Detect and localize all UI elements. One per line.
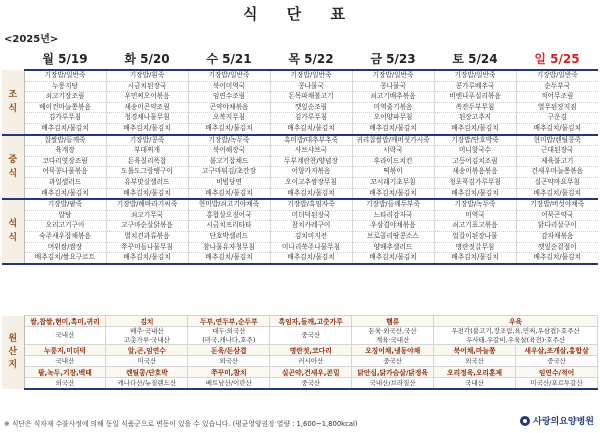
menu-item: 오복지무침 xyxy=(189,113,270,124)
menu-item: 현미밥/렌틸콩죽 xyxy=(517,136,599,147)
origin-header-row xyxy=(2,345,598,356)
menu-item: 참치카레구이 xyxy=(271,221,352,232)
hospital-mark-icon xyxy=(520,416,530,426)
menu-item: 미역국 xyxy=(435,211,516,222)
menu-item: 적어무조림 xyxy=(517,92,599,103)
menu-item: 김가루무침 xyxy=(271,113,352,124)
menu-item: 배추김치/물김치 xyxy=(533,253,581,262)
menu-cell xyxy=(270,135,352,200)
menu-item: 기장밥/일반죽 xyxy=(517,71,599,82)
menu-item: 얼갈이된장나물 xyxy=(435,232,516,243)
meal-label: 중 식 xyxy=(2,135,24,200)
menu-item: 배추김치/물김치 xyxy=(123,188,171,197)
menu-item: 배추김치/물김치 xyxy=(287,123,335,132)
menu-item: 쇠고기무국 xyxy=(107,211,188,222)
menu-item: 닭다리살구이 xyxy=(517,221,599,232)
hospital-logo xyxy=(520,414,594,427)
menu-item: 청포묵김가루무침 xyxy=(435,178,516,189)
menu-item: 콩가루배추국 xyxy=(435,82,516,93)
menu-cell xyxy=(24,70,106,135)
menu-item: 단호박샐러드 xyxy=(189,232,270,243)
menu-item: 북어해장국 xyxy=(189,146,270,157)
menu-item: 기장밥/콩죽 xyxy=(107,136,188,147)
origin-item: 임연수/적어 xyxy=(516,367,598,378)
menu-item: 배추김치/물김치 xyxy=(369,188,417,197)
menu-item: 오이양파무침 xyxy=(353,113,434,124)
origin-label: 원 산 지 xyxy=(2,316,24,390)
origin-country: 외국산 xyxy=(434,356,516,367)
menu-item: 배추김치/물김치 xyxy=(205,123,253,132)
origin-item: 알,곤,임연수 xyxy=(106,345,188,356)
menu-item: 어향가지볶음 xyxy=(271,167,352,178)
menu-item: 시락국 xyxy=(353,146,434,157)
menu-item: 배추김치/물김치 xyxy=(533,188,581,197)
menu-cell xyxy=(270,70,352,135)
origin-country: 중국산 xyxy=(352,356,434,367)
menu-item: 우삼겹야채볶음 xyxy=(353,221,434,232)
menu-item: 비빔당면 xyxy=(189,178,270,189)
menu-item: 김가루무침 xyxy=(25,113,106,124)
origin-item: 김치 xyxy=(106,316,188,327)
menu-item: 배추김치/물김치 xyxy=(205,253,253,262)
origin-item: 쭈꾸미,참치 xyxy=(188,367,270,378)
origin-item: 돈육/돈삼겹 xyxy=(188,345,270,356)
menu-item: 베이컨마늘쫑볶음 xyxy=(25,103,106,114)
menu-item: 깻잎순조림 xyxy=(271,103,352,114)
menu-item: 기장밥/일반죽 xyxy=(271,71,352,82)
origin-country: 미국산/포르투갈산 xyxy=(516,378,598,390)
menu-item: 근대된장국 xyxy=(517,146,599,157)
origin-country: 배추·국내산 고춧가루·국내산 xyxy=(106,327,188,345)
menu-item: 명란젓갈무침 xyxy=(435,243,516,254)
menu-item: 비엔나푸실리볶음 xyxy=(435,92,516,103)
menu-item: 부대찌개 xyxy=(107,146,188,157)
menu-item: 양배추샐러드 xyxy=(353,243,434,254)
meal-label: 조 식 xyxy=(2,70,24,135)
menu-cell xyxy=(516,70,598,135)
origin-item: 렌틸콩/단호박 xyxy=(106,367,188,378)
menu-cell xyxy=(106,135,188,200)
menu-item: 떡볶이 xyxy=(353,167,434,178)
menu-item: 미나리쑥주나물무침 xyxy=(271,243,352,254)
menu-item: 배추김치/물김치 xyxy=(41,123,89,132)
menu-item: 청경채나물무침 xyxy=(107,113,188,124)
menu-item: 어묵콩나물볶음 xyxy=(25,167,106,178)
menu-item: 홍합살오징어국 xyxy=(189,211,270,222)
menu-item: 고등어김치조림 xyxy=(435,157,516,168)
origin-country: 국내산/브라질산 xyxy=(352,378,434,390)
menu-item: 기장밥/녹두죽 xyxy=(189,136,270,147)
menu-item: 기장밥/일반죽 xyxy=(435,71,516,82)
menu-item: 기장밥/들깨두부죽 xyxy=(353,200,434,211)
menu-item: 새송이곤약조림 xyxy=(107,103,188,114)
menu-item: 쇠고기배추볶음 xyxy=(353,92,434,103)
origin-item: 햄류 xyxy=(352,316,434,327)
origin-country: 국내산 xyxy=(24,327,106,345)
day-fri: 금 5/23 xyxy=(352,47,434,70)
menu-cell xyxy=(106,70,188,135)
menu-item: 기장밥/녹두죽 xyxy=(435,200,516,211)
menu-item: 미니핫국수 xyxy=(435,146,516,157)
menu-item: 기장밥/일반죽 xyxy=(189,71,270,82)
menu-cell xyxy=(352,135,434,200)
menu-item: 콩나물국 xyxy=(353,82,434,93)
menu-item: 구운김 xyxy=(517,113,599,124)
menu-item: 돈목파채볼고기 xyxy=(271,92,352,103)
menu-item: 기장밥/흰죽 xyxy=(107,71,188,82)
menu-item: 불고기잡채드 xyxy=(189,157,270,168)
origin-item: 오징어채,냉동야채 xyxy=(352,345,434,356)
menu-item: 깻잎순겉절이 xyxy=(517,243,599,254)
origin-country: 미국산 xyxy=(106,356,188,367)
origin-item: 우육 xyxy=(434,316,598,327)
meal-row xyxy=(2,135,598,200)
menu-item: 찹쌀밥/들깨죽 xyxy=(25,136,106,147)
menu-item: 고구마순살닭볶음 xyxy=(107,221,188,232)
origin-value-row xyxy=(2,356,598,367)
meal-label: 석 식 xyxy=(2,199,24,264)
menu-item: 배추김치/물김치 xyxy=(287,188,335,197)
origin-country: 국내산 xyxy=(24,356,106,367)
menu-table xyxy=(2,47,598,265)
menu-item: 알탕 xyxy=(25,211,106,222)
menu-cell xyxy=(352,70,434,135)
footnote: ※ 식단은 식자재 수불사정에 의해 동일 식품군으로 변동이 있을 수 있습니다. (평균영양권장 열량 : 1,600~1,800kcal) xyxy=(4,420,358,428)
menu-item: 기장밥/팥죽 xyxy=(25,200,106,211)
menu-cell xyxy=(516,135,598,200)
day-header-row xyxy=(2,47,598,70)
origin-country: 중국산 xyxy=(270,378,352,390)
menu-cell xyxy=(352,199,434,264)
menu-item: 오이고추쌈장무침 xyxy=(271,178,352,189)
origin-header-row xyxy=(2,316,598,327)
meal-row xyxy=(2,70,598,135)
menu-item: 쏙잔두부무침 xyxy=(435,103,516,114)
menu-item: 열무된장지짐 xyxy=(517,103,599,114)
menu-item: 육개장 xyxy=(25,146,106,157)
menu-item: 느타리감자국 xyxy=(353,211,434,222)
menu-item: 배추김치/물김치 xyxy=(287,253,335,262)
menu-item: 배추김치/물김치 xyxy=(533,123,581,132)
menu-item: 시금치된장국 xyxy=(107,82,188,93)
origin-country: 캐나다산/뉴질랜드산 xyxy=(106,378,188,390)
menu-item: 누룽지탕 xyxy=(25,82,106,93)
menu-item: 북어미역국 xyxy=(189,82,270,93)
menu-item: 배추김치/물김치 xyxy=(41,188,89,197)
origin-country: 외국산 xyxy=(188,356,270,367)
menu-item: 어묵곤약국 xyxy=(517,211,599,222)
menu-item: 배추김치/물김치 xyxy=(451,188,499,197)
menu-item: 기장밥/버섯야채죽 xyxy=(517,200,599,211)
menu-item: 기장밥/해바라기씨죽 xyxy=(107,200,188,211)
menu-item: 머위쌈/쌈장 xyxy=(25,243,106,254)
origin-item: 북어채,마늘쫑 xyxy=(434,345,516,356)
menu-item: 감자채볶음 xyxy=(517,232,599,243)
day-wed: 수 5/21 xyxy=(188,47,270,70)
menu-item: 오리고기구이 xyxy=(25,221,106,232)
menu-item: 귀리찹쌀밥/깨버섯가시죽 xyxy=(353,136,434,147)
origin-item: 팥,녹두,기장,백태 xyxy=(24,367,106,378)
origin-item: 흑임자,들깨,고춧가루 xyxy=(270,316,352,327)
origin-country: 중국산 xyxy=(516,356,598,367)
menu-item: 기장밥/일반죽 xyxy=(25,71,106,82)
menu-item: 우민찌오이볶음 xyxy=(107,92,188,103)
menu-item: 기장밥/흑임자죽 xyxy=(271,200,352,211)
page-title: 식 단 표 xyxy=(243,5,357,23)
meal-row xyxy=(2,199,598,264)
origin-item: 명란젓,코다리 xyxy=(270,345,352,356)
origin-country: 러시아산 xyxy=(270,356,352,367)
menu-item: 쭈꾸미들나물무침 xyxy=(107,243,188,254)
menu-item: 유부맛살샐러드 xyxy=(107,178,188,189)
menu-item: 과일샐러드 xyxy=(25,178,106,189)
origin-table xyxy=(2,315,598,390)
menu-item: 현미밥/쇠고기야채죽 xyxy=(189,200,270,211)
menu-item: 사브샤브국 xyxy=(271,146,352,157)
menu-item: 참나물유자청무침 xyxy=(189,243,270,254)
origin-item: 쌀,찹쌀,현미,흑미,귀리 xyxy=(24,316,106,327)
menu-cell xyxy=(434,135,516,200)
day-mon: 월 5/19 xyxy=(24,47,106,70)
menu-item: 두부계란찬/양념장 xyxy=(271,157,352,168)
day-tue: 화 5/20 xyxy=(106,47,188,70)
menu-item: 배추김치/물김치 xyxy=(205,188,253,197)
menu-cell xyxy=(270,199,352,264)
origin-country: 국내산 xyxy=(434,378,516,390)
menu-item: 미더덕된장국 xyxy=(271,211,352,222)
menu-item: 된장고추지 xyxy=(435,113,516,124)
day-sat: 토 5/24 xyxy=(434,47,516,70)
menu-item: 쇠고기표고볶음 xyxy=(435,221,516,232)
origin-item: 두부,연두부,순두부 xyxy=(188,316,270,327)
origin-header-row xyxy=(2,367,598,378)
menu-cell xyxy=(434,199,516,264)
origin-country: 중국산 xyxy=(270,327,352,345)
menu-item: 배추김치/물김치 xyxy=(369,253,417,262)
origin-item: 누룽지,미더덕 xyxy=(24,345,106,356)
menu-item: 배추김치/쌀요구르트 xyxy=(34,253,96,262)
menu-item: 임연수조림 xyxy=(189,92,270,103)
origin-country: 대두·외국산 (미국,캐나다,호주) xyxy=(188,327,270,345)
origin-item: 닭안심,닭가슴살/닭정육 xyxy=(352,367,434,378)
menu-cell xyxy=(188,70,270,135)
origin-item: 새우살,조개살,홍합살 xyxy=(516,345,598,356)
menu-item: 콩나물국 xyxy=(271,82,352,93)
menu-item: 고구마튀김/초간장 xyxy=(189,167,270,178)
menu-cell xyxy=(188,135,270,200)
menu-item: 시금치프리타타 xyxy=(189,221,270,232)
day-sun: 일 5/25 xyxy=(516,47,598,70)
origin-item: 실곤약,건새우,콘밀 xyxy=(270,367,352,378)
menu-item: 돈육칠리폭찹 xyxy=(107,157,188,168)
origin-value-row xyxy=(2,327,598,345)
menu-item: 곤약야채볶음 xyxy=(189,103,270,114)
corner-cell xyxy=(2,47,24,70)
menu-item: 배추김치/물김치 xyxy=(369,123,417,132)
menu-cell xyxy=(434,70,516,135)
menu-item: 쇠고기장조림 xyxy=(25,92,106,103)
menu-item: 코다리엿장조림 xyxy=(25,157,106,168)
menu-item: 흑미밥/대추부추죽 xyxy=(271,136,352,147)
menu-item: 제육불고기 xyxy=(517,157,599,168)
menu-item: 새송이볶음볶음 xyxy=(435,167,516,178)
menu-item: 브로콜리땅콩소스 xyxy=(353,232,434,243)
hospital-name: 사랑의요양병원 xyxy=(533,417,594,427)
origin-country: 베트남산/이란산 xyxy=(188,378,270,390)
origin-country: 외국산 xyxy=(24,378,106,390)
menu-item: 김치비지전 xyxy=(271,232,352,243)
menu-item: 미역줄기볶음 xyxy=(353,103,434,114)
menu-cell xyxy=(24,199,106,264)
menu-cell xyxy=(516,199,598,264)
origin-item: 오리정육,오리훈제 xyxy=(434,367,516,378)
menu-cell xyxy=(106,199,188,264)
year-label: <2025년> xyxy=(4,34,59,45)
menu-item: 숙주새우잡채볶음 xyxy=(25,232,106,243)
menu-item: 멸치견과류볶음 xyxy=(107,232,188,243)
menu-item: 배추김치/물김치 xyxy=(451,123,499,132)
menu-item: 배추김치/물김치 xyxy=(451,253,499,262)
origin-value-row xyxy=(2,378,598,390)
menu-item: 꼬시래기초무침 xyxy=(353,178,434,189)
menu-cell xyxy=(24,135,106,200)
menu-item: 건새우마늘쫑볶음 xyxy=(517,167,599,178)
menu-item: 기장밥/단호박죽 xyxy=(435,136,516,147)
origin-country: 돈육·외국산,국산 계육·국내산 xyxy=(352,327,434,345)
menu-item: 후라이드치킨 xyxy=(353,157,434,168)
menu-cell xyxy=(188,199,270,264)
menu-item: 실곤약마요무침 xyxy=(517,178,599,189)
menu-item: 배추김치/물김치 xyxy=(123,253,171,262)
origin-country: 우전각(불고기,장조림,육,민찌,우삼겹)·호주산 우사태,우갈비,우육살(육전)·호주산 xyxy=(434,327,598,345)
menu-item: 배추김치/물김치 xyxy=(123,123,171,132)
day-thu: 목 5/22 xyxy=(270,47,352,70)
menu-item: 순두부국 xyxy=(517,82,599,93)
menu-item: 도톨도그랑땡구이 xyxy=(107,167,188,178)
menu-item: 기장밥/일반죽 xyxy=(353,71,434,82)
